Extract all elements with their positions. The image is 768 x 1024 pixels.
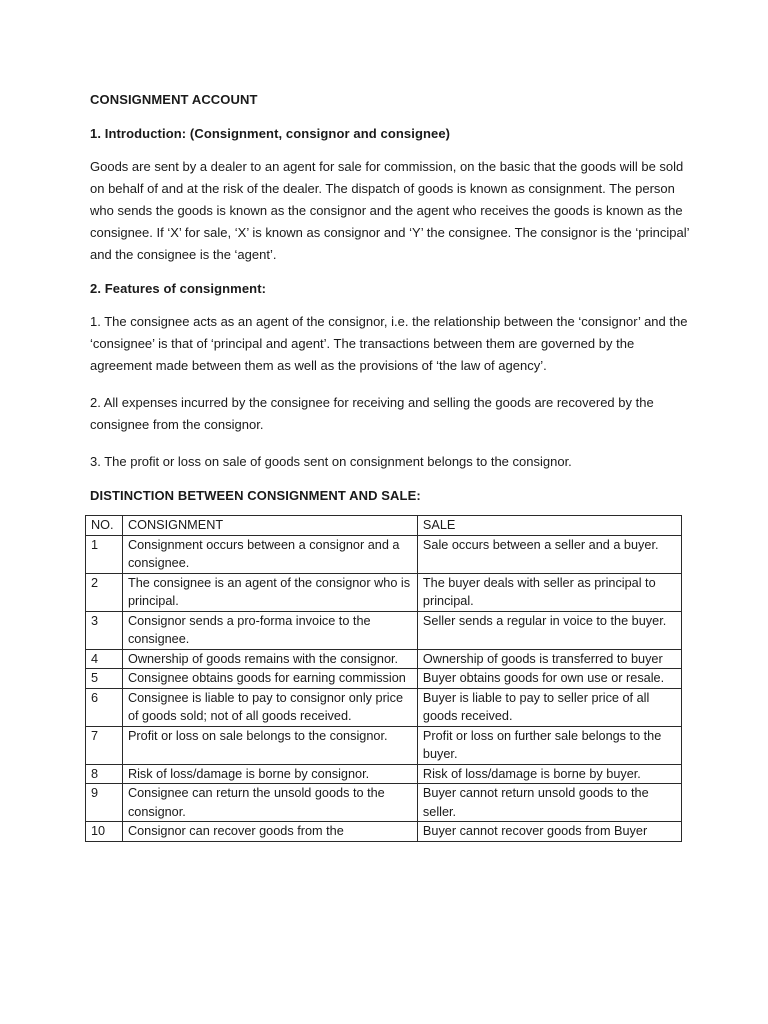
cell-sale: Profit or loss on further sale belongs to the buyer. (417, 726, 681, 764)
cell-no: 8 (86, 764, 123, 784)
cell-sale: Seller sends a regular in voice to the buyer. (417, 611, 681, 649)
cell-no: 6 (86, 688, 123, 726)
cell-consignment: Consignment occurs between a consignor and a consignee. (122, 535, 417, 573)
feature-item: 1. The consignee acts as an agent of the consignor, i.e. the relationship between the ‘consignor’ and the ‘consignee’ is that of ‘principal and agent’. The transactions between them are governed by the agreement made between them as well as the provisions of ‘the law of agency’. (90, 314, 688, 373)
table-header-row (86, 516, 682, 536)
cell-no: 3 (86, 611, 123, 649)
table-row (86, 611, 682, 649)
cell-no: 10 (86, 822, 123, 842)
cell-sale: Ownership of goods is transferred to buyer (417, 649, 681, 669)
cell-sale: The buyer deals with seller as principal to principal. (417, 573, 681, 611)
table-row (86, 669, 682, 689)
cell-sale: Sale occurs between a seller and a buyer. (417, 535, 681, 573)
cell-no: 1 (86, 535, 123, 573)
table-row (86, 573, 682, 611)
cell-sale: Buyer obtains goods for own use or resale. (417, 669, 681, 689)
intro-heading: 1. Introduction: (Consignment, consignor and consignee) (90, 126, 451, 141)
table-row (86, 784, 682, 822)
table-row (86, 688, 682, 726)
feature-item: 2. All expenses incurred by the consignee for receiving and selling the goods are recovered by the consignee from the consignor. (90, 395, 654, 432)
cell-sale: Risk of loss/damage is borne by buyer. (417, 764, 681, 784)
cell-consignment: Consignee can return the unsold goods to the consignor. (122, 784, 417, 822)
document-body (90, 92, 690, 842)
cell-sale: Buyer cannot recover goods from Buyer (417, 822, 681, 842)
feature-item: 3. The profit or loss on sale of goods sent on consignment belongs to the consignor. (90, 454, 572, 469)
table-row (86, 822, 682, 842)
cell-consignment: Risk of loss/damage is borne by consignor. (122, 764, 417, 784)
cell-consignment: Profit or loss on sale belongs to the consignor. (122, 726, 417, 764)
cell-consignment: The consignee is an agent of the consignor who is principal. (122, 573, 417, 611)
cell-consignment: Consignee is liable to pay to consignor only price of goods sold; not of all goods received. (122, 688, 417, 726)
header-sale: SALE (417, 516, 681, 536)
cell-consignment: Ownership of goods remains with the consignor. (122, 649, 417, 669)
cell-sale: Buyer cannot return unsold goods to the seller. (417, 784, 681, 822)
cell-consignment: Consignee obtains goods for earning commission (122, 669, 417, 689)
cell-no: 7 (86, 726, 123, 764)
cell-consignment: Consignor can recover goods from the (122, 822, 417, 842)
header-consignment: CONSIGNMENT (122, 516, 417, 536)
intro-paragraph: Goods are sent by a dealer to an agent for sale for commission, on the basic that the goods will be sold on behalf of and at the risk of the dealer. The dispatch of goods is known as consignment. The person who sends the goods is known as the consignor and the agent who receives the goods is known as the consignee. If ‘X’ for sale, ‘X’ is known as consignor and ‘Y’ the consignee. The consignor is the ‘principal’ and the consignee is the ‘agent’. (90, 159, 690, 262)
cell-no: 4 (86, 649, 123, 669)
distinction-table (85, 515, 682, 842)
distinction-heading: DISTINCTION BETWEEN CONSIGNMENT AND SALE: (90, 488, 421, 503)
document-title: CONSIGNMENT ACCOUNT (90, 92, 258, 107)
cell-no: 9 (86, 784, 123, 822)
features-heading: 2. Features of consignment: (90, 281, 267, 296)
cell-sale: Buyer is liable to pay to seller price of all goods received. (417, 688, 681, 726)
cell-consignment: Consignor sends a pro-forma invoice to the consignee. (122, 611, 417, 649)
table-row (86, 535, 682, 573)
table-row (86, 649, 682, 669)
cell-no: 2 (86, 573, 123, 611)
header-no: NO. (86, 516, 123, 536)
table-row (86, 726, 682, 764)
cell-no: 5 (86, 669, 123, 689)
table-row (86, 764, 682, 784)
